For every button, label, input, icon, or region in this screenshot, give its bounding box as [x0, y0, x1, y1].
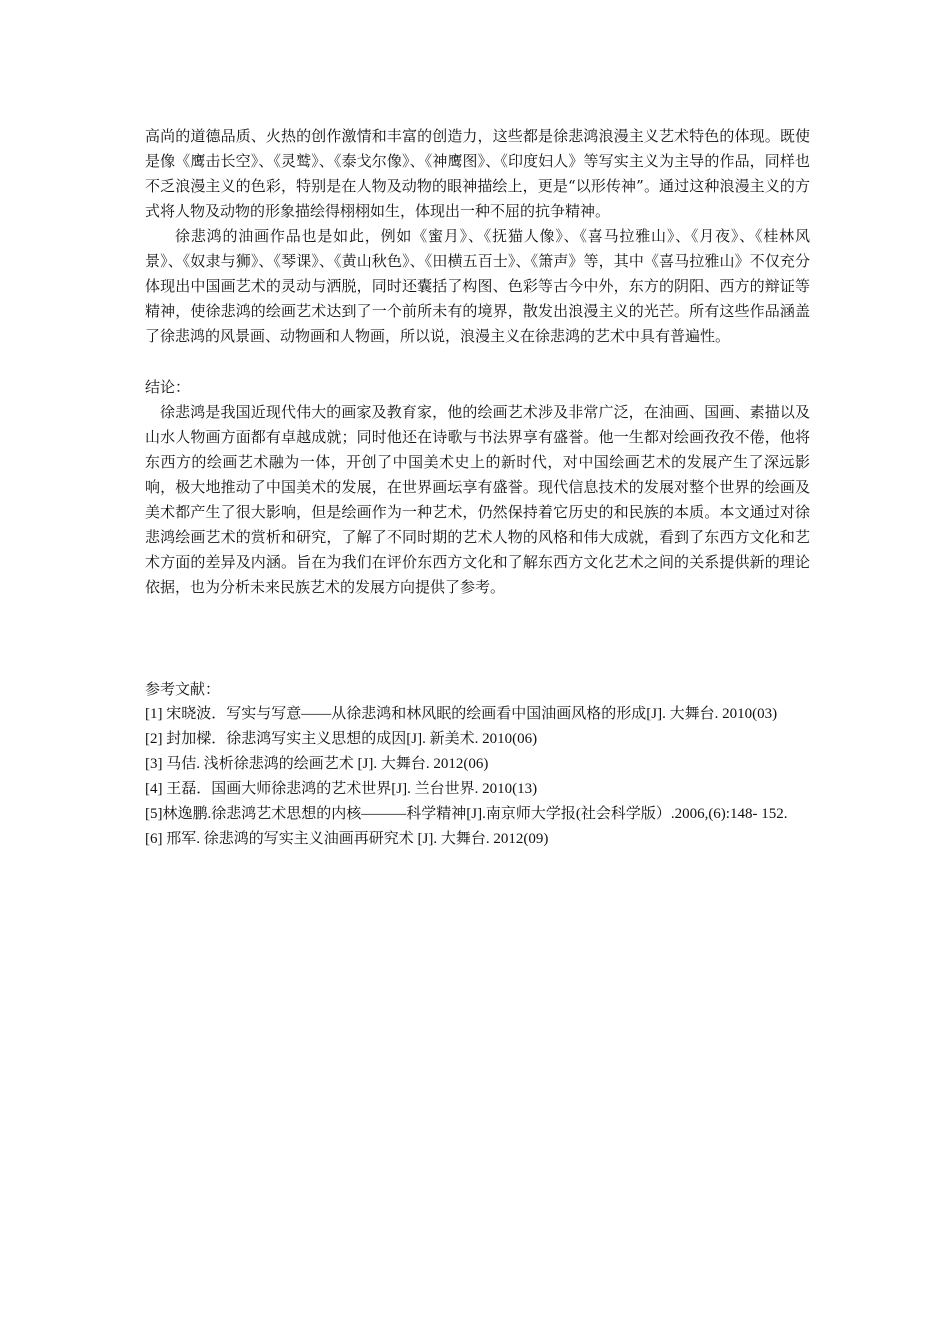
reference-item-2: [2] 封加樑．徐悲鸿写实主义思想的成因[J]. 新美术. 2010(06): [145, 731, 538, 747]
body-paragraph-2: 徐悲鸿的油画作品也是如此，例如《蜜月》、《抚猫人像》、《喜马拉雅山》、《月夜》、《桂林风景》、《奴隶与狮》、《琴课》、《黄山秋色》、《田横五百士》、《箫声》等，其中《喜马拉雅山》不仅充分体现出中国画艺术的灵动与洒脱，同时还囊括了构图、色彩等古今中外，东方的阴阳、西方的辩证等精神，使徐悲鸿的绘画艺术达到了一个前所未有的境界，散发出浪漫主义的光芒。所有这些作品涵盖了徐悲鸿的风景画、动物画和人物画，所以说，浪漫主义在徐悲鸿的艺术中具有普遍性。: [145, 227, 810, 345]
reference-item-5: [5]林逸鹏.徐悲鸿艺术思想的内核———科学精神[J].南京师大学报(社会科学版）.2006,(6):148- 152.: [145, 806, 788, 822]
body-paragraph-1: 高尚的道德品质、火热的创作激情和丰富的创造力，这些都是徐悲鸿浪漫主义艺术特色的体现。既使是像《鹰击长空》、《灵鹫》、《泰戈尔像》、《神鹰图》、《印度妇人》等写实主义为主导的作品，同样也不乏浪漫主义的色彩，特别是在人物及动物的眼神描绘上，更是“以形传神”。通过这种浪漫主义的方式将人物及动物的形象描绘得栩栩如生，体现出一种不屈的抗争精神。: [145, 127, 810, 220]
references-list: [145, 702, 810, 852]
document-body: [145, 124, 810, 852]
reference-item-3: [3] 马佶. 浅析徐悲鸿的绘画艺术 [J]. 大舞台. 2012(06): [145, 756, 489, 772]
reference-item-6: [6] 邢军. 徐悲鸿的写实主义油画再研究术 [J]. 大舞台. 2012(09): [145, 831, 549, 847]
spacer: [145, 349, 810, 375]
conclusion-heading: 结论：: [145, 378, 191, 396]
spacer: [145, 600, 810, 677]
references-heading: 参考文献：: [145, 680, 221, 698]
reference-item-4: [4] 王磊．国画大师徐悲鸿的艺术世界[J]. 兰台世界. 2010(13): [145, 781, 538, 797]
conclusion-paragraph: 徐悲鸿是我国近现代伟大的画家及教育家，他的绘画艺术涉及非常广泛，在油画、国画、素描以及山水人物画方面都有卓越成就；同时他还在诗歌与书法界享有盛誉。他一生都对绘画孜孜不倦，他将东西方的绘画艺术融为一体，开创了中国美术史上的新时代，对中国绘画艺术的发展产生了深远影响，极大地推动了中国美术的发展，在世界画坛享有盛誉。现代信息技术的发展对整个世界的绘画及美术都产生了很大影响，但是绘画作为一种艺术，仍然保持着它历史的和民族的本质。本文通过对徐悲鸿绘画艺术的赏析和研究，了解了不同时期的艺术人物的风格和伟大成就，看到了东西方文化和艺术方面的差异及内涵。旨在为我们在评价东西方文化和了解东西方文化艺术之间的关系提供新的理论依据，也为分析未来民族艺术的发展方向提供了参考。: [145, 403, 810, 596]
reference-item-1: [1] 宋晓波．写实与写意——从徐悲鸿和林风眠的绘画看中国油画风格的形成[J]. 大舞台. 2010(03): [145, 706, 778, 722]
